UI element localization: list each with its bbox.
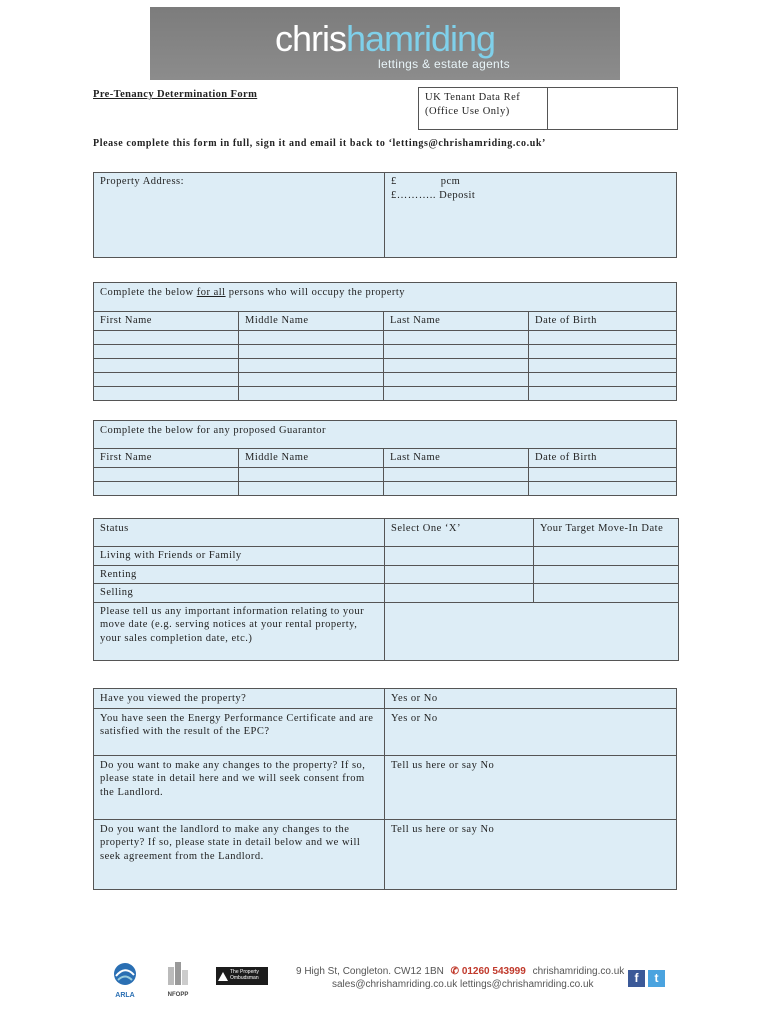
occupants-heading-emphasis: for all bbox=[196, 287, 226, 298]
office-ref-table bbox=[418, 87, 678, 130]
brand-name bbox=[150, 18, 620, 59]
cell-input[interactable] bbox=[239, 372, 384, 386]
cell-input[interactable] bbox=[94, 467, 239, 481]
table-row bbox=[94, 481, 677, 495]
cell-input[interactable] bbox=[94, 372, 239, 386]
status-date-selling[interactable] bbox=[534, 584, 679, 603]
cell-input[interactable] bbox=[239, 481, 384, 495]
occupants-col-first-name: First Name bbox=[94, 312, 239, 331]
nfopp-icon bbox=[162, 959, 194, 987]
cell-input[interactable] bbox=[384, 358, 529, 372]
occupants-col-middle-name: Middle Name bbox=[239, 312, 384, 331]
deposit-label: £……….. Deposit bbox=[391, 189, 476, 201]
office-ref-value[interactable] bbox=[548, 88, 678, 130]
question-viewed: Have you viewed the property? bbox=[94, 689, 385, 709]
cell-input[interactable] bbox=[529, 372, 677, 386]
question-tenant-changes: Do you want to make any changes to the property? If so, please state in detail here and we will seek consent from the Landlord. bbox=[94, 755, 385, 819]
rent-deposit-field[interactable] bbox=[385, 173, 677, 258]
cell-input[interactable] bbox=[529, 467, 677, 481]
brand-part-2: hamriding bbox=[345, 18, 496, 59]
cell-input[interactable] bbox=[384, 481, 529, 495]
footer-website[interactable]: chrishamriding.co.uk bbox=[532, 966, 625, 977]
cell-input[interactable] bbox=[239, 358, 384, 372]
table-row bbox=[94, 372, 677, 386]
occupants-col-dob: Date of Birth bbox=[529, 312, 677, 331]
status-col-select: Select One ‘X’ bbox=[385, 519, 534, 547]
status-select-selling[interactable] bbox=[385, 584, 534, 603]
occupants-heading bbox=[94, 283, 677, 312]
status-date-renting[interactable] bbox=[534, 565, 679, 584]
footer-contact-line bbox=[296, 966, 624, 977]
cell-input[interactable] bbox=[239, 344, 384, 358]
footer-emails[interactable]: sales@chrishamriding.co.uk lettings@chrishamriding.co.uk bbox=[332, 979, 594, 990]
nfopp-text: NFOPP bbox=[167, 992, 189, 998]
arla-logo bbox=[110, 961, 140, 997]
cell-input[interactable] bbox=[529, 358, 677, 372]
ombudsman-text: The Property Ombudsman bbox=[230, 969, 259, 981]
page-footer bbox=[0, 955, 770, 1015]
table-row bbox=[94, 467, 677, 481]
rent-pcm-label: pcm bbox=[440, 176, 461, 187]
answer-epc[interactable]: Yes or No bbox=[385, 708, 677, 755]
cell-input[interactable] bbox=[94, 330, 239, 344]
status-option-renting: Renting bbox=[94, 565, 385, 584]
question-landlord-changes: Do you want the landlord to make any changes to the property? If so, please state in detail below and we will seek agreement from the Landlord. bbox=[94, 819, 385, 889]
guarantor-col-first-name: First Name bbox=[94, 449, 239, 468]
form-title: Pre-Tenancy Determination Form bbox=[93, 89, 258, 100]
guarantor-col-dob: Date of Birth bbox=[529, 449, 677, 468]
guarantor-col-middle-name: Middle Name bbox=[239, 449, 384, 468]
answer-viewed[interactable]: Yes or No bbox=[385, 689, 677, 709]
brand-part-1: chris bbox=[274, 18, 346, 59]
cell-input[interactable] bbox=[239, 386, 384, 400]
footer-phone[interactable]: 01260 543999 bbox=[461, 966, 526, 977]
table-row bbox=[94, 584, 679, 603]
occupants-col-last-name: Last Name bbox=[384, 312, 529, 331]
cell-input[interactable] bbox=[94, 481, 239, 495]
table-row bbox=[94, 344, 677, 358]
table-row bbox=[94, 565, 679, 584]
questions-table bbox=[93, 688, 677, 890]
cell-input[interactable] bbox=[384, 372, 529, 386]
facebook-icon[interactable]: f bbox=[628, 970, 645, 987]
brand-tagline: lettings & estate agents bbox=[378, 57, 510, 71]
occupants-heading-part2: persons who will occupy the property bbox=[225, 287, 406, 298]
nfopp-logo bbox=[162, 959, 194, 997]
table-row bbox=[94, 689, 677, 709]
cell-input[interactable] bbox=[94, 358, 239, 372]
office-ref-label bbox=[419, 88, 548, 130]
property-address-field[interactable] bbox=[94, 173, 385, 258]
cell-input[interactable] bbox=[529, 481, 677, 495]
status-option-selling: Selling bbox=[94, 584, 385, 603]
footer-address: 9 High St, Congleton. CW12 1BN bbox=[296, 966, 444, 977]
status-select-renting[interactable] bbox=[385, 565, 534, 584]
answer-landlord-changes[interactable]: Tell us here or say No bbox=[385, 819, 677, 889]
table-row bbox=[94, 547, 679, 566]
cell-input[interactable] bbox=[529, 386, 677, 400]
rent-currency-label: £ bbox=[391, 176, 397, 187]
twitter-icon[interactable]: t bbox=[648, 970, 665, 987]
ombudsman-logo bbox=[216, 967, 268, 985]
move-info-field[interactable] bbox=[385, 602, 679, 660]
table-row bbox=[94, 819, 677, 889]
guarantor-col-last-name: Last Name bbox=[384, 449, 529, 468]
status-table bbox=[93, 518, 679, 661]
property-table bbox=[93, 172, 677, 258]
cell-input[interactable] bbox=[529, 330, 677, 344]
ombudsman-icon bbox=[218, 971, 228, 981]
occupants-heading-part1: Complete the below bbox=[100, 287, 197, 298]
status-col-move-date: Your Target Move-In Date bbox=[534, 519, 679, 547]
question-epc: You have seen the Energy Performance Certificate and are satisfied with the result of the EPC? bbox=[94, 708, 385, 755]
instruction-text: Please complete this form in full, sign it and email it back to ‘lettings@chrishamriding.co.uk’ bbox=[93, 138, 546, 149]
table-row bbox=[94, 386, 677, 400]
status-date-living[interactable] bbox=[534, 547, 679, 566]
guarantor-heading: Complete the below for any proposed Guarantor bbox=[94, 421, 677, 449]
cell-input[interactable] bbox=[529, 344, 677, 358]
answer-tenant-changes[interactable]: Tell us here or say No bbox=[385, 755, 677, 819]
cell-input[interactable] bbox=[94, 386, 239, 400]
status-col-status: Status bbox=[94, 519, 385, 547]
cell-input[interactable] bbox=[384, 344, 529, 358]
status-select-living[interactable] bbox=[385, 547, 534, 566]
cell-input[interactable] bbox=[94, 344, 239, 358]
occupants-table bbox=[93, 282, 677, 401]
guarantor-table bbox=[93, 420, 677, 496]
cell-input[interactable] bbox=[384, 386, 529, 400]
table-row bbox=[94, 330, 677, 344]
arla-text: ARLA bbox=[115, 992, 135, 999]
office-ref-label-line2: (Office Use Only) bbox=[425, 105, 510, 117]
table-row bbox=[94, 358, 677, 372]
cell-input[interactable] bbox=[384, 467, 529, 481]
property-address-label: Property Address: bbox=[100, 176, 185, 187]
status-option-living: Living with Friends or Family bbox=[94, 547, 385, 566]
company-logo-banner bbox=[150, 7, 620, 80]
arla-icon bbox=[110, 961, 140, 987]
cell-input[interactable] bbox=[384, 330, 529, 344]
table-row bbox=[94, 708, 677, 755]
table-row bbox=[94, 755, 677, 819]
move-info-label: Please tell us any important information relating to your move date (e.g. serving notices at your rental property, your sales completion date, etc.) bbox=[94, 602, 385, 660]
cell-input[interactable] bbox=[239, 330, 384, 344]
cell-input[interactable] bbox=[239, 467, 384, 481]
phone-icon: ✆ bbox=[450, 966, 460, 977]
office-ref-label-line1: UK Tenant Data Ref bbox=[425, 92, 521, 103]
